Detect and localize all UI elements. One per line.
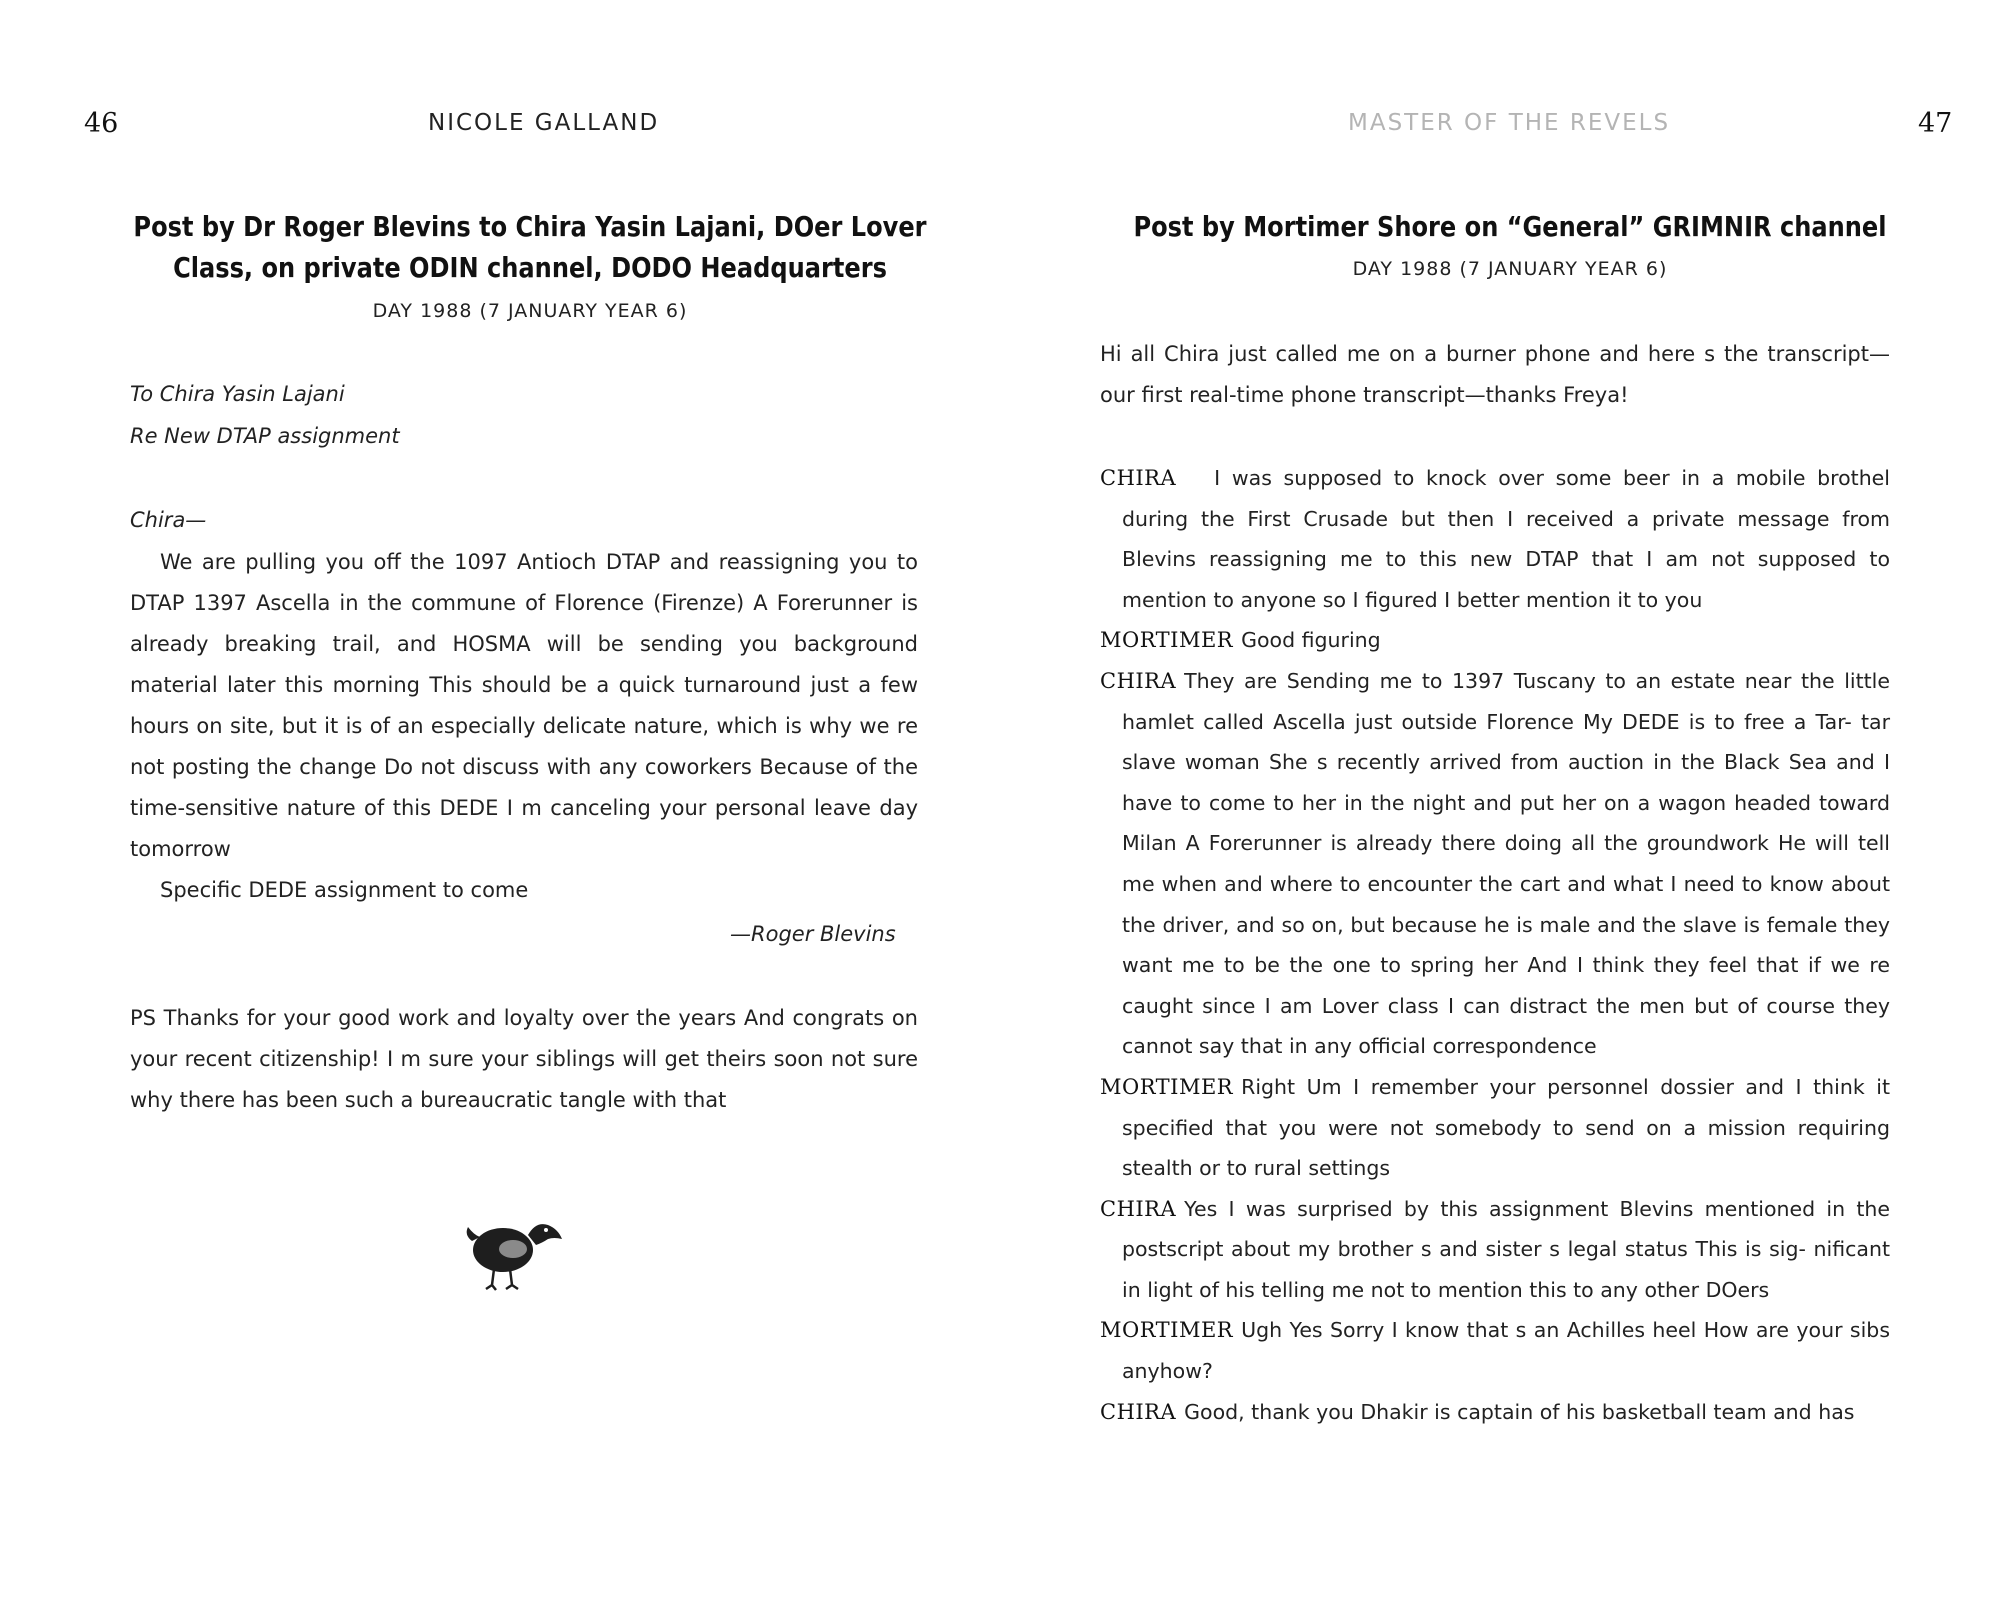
speaker-name: CHIRA [1100, 1399, 1177, 1424]
transcript-turn [1100, 620, 1890, 661]
speaker-name: MORTIMER [1100, 1074, 1234, 1099]
body-paragraph: We are pulling you off the 1097 Antioch DTAP and reassigning you to DTAP 1397 Ascella in the commune of Florence (Firenze) A Forerunner is already breaking trail, and HOSMA will be sending you background material later this morning This should be a quick turnaround just a few hours on site, but it is of an especially delicate nature, which is why we re not posting the change Do not discuss with any coworkers Because of the time-sensitive nature of this DEDE I m canceling your personal leave day tomorrow [130, 550, 918, 861]
dodo-bird-icon [458, 1205, 568, 1295]
post-title-left [126, 206, 934, 288]
turn-text: Right Um I remember your personnel dossier and I think it specified that you were not somebody to send on a mission requiring stealth or to rural settings [1122, 1074, 1890, 1181]
turn-text: Good figuring [1241, 628, 1381, 653]
turn-text: They are Sending me to 1397 Tuscany to an estate near the little hamlet called Ascella just outside Florence My DEDE is to free a Tar- tar slave woman She s recently arrived from auction in the Black Sea and I have to come to her in the night and put her on a wagon headed toward Milan A Forerunner is already there doing all the groundwork He will tell me when and where to encounter the cart and what I need to know about the driver, and so on, but because he is male and the slave is female they want me to be the one to spring her And I think they feel that if we re caught since I am Lover class I can distract the men but of course they cannot say that in any official correspondence [1122, 668, 1890, 1059]
speaker-name: CHIRA [1100, 1196, 1177, 1221]
page-number-right: 47 [1918, 108, 1953, 139]
post-title-right: Post by Mortimer Shore on “General” GRIMNIR channel [1133, 210, 1887, 243]
transcript-turn [1100, 1310, 1890, 1391]
running-head-title: MASTER OF THE REVELS [1348, 110, 1671, 136]
transcript-turn [1100, 1189, 1890, 1311]
transcript-turn [1100, 1392, 1890, 1433]
post-date-right: DAY 1988 (7 JANUARY YEAR 6) [1352, 258, 1668, 280]
post-date-left: DAY 1988 (7 JANUARY YEAR 6) [372, 300, 688, 322]
signature: —Roger Blevins [730, 922, 896, 946]
speaker-name: CHIRA [1100, 668, 1177, 693]
salutation: Chira— [130, 508, 207, 532]
turn-text: Ugh Yes Sorry I know that s an Achilles heel How are your sibs anyhow? [1122, 1318, 1890, 1384]
post-title-line-2: Class, on private ODIN channel, DODO Headquarters [173, 251, 887, 284]
transcript [1100, 458, 1890, 1432]
speaker-name: MORTIMER [1100, 628, 1234, 653]
postscript: PS Thanks for your good work and loyalty over the years And congrats on your recent citizenship! I m sure your siblings will get theirs soon not sure why there has been such a bureaucratic tangle with that [130, 1006, 918, 1112]
turn-text: I was supposed to knock over some beer in a mobile brothel during the First Crusade but then I received a private message from Blevins reassigning me to this new DTAP that I am not supposed to mention to anyone so I figured I better mention it to you [1122, 466, 1890, 612]
turn-text: Good, thank you Dhakir is captain of his basketball team and has [1184, 1399, 1855, 1424]
right-page [1000, 0, 2000, 1622]
specific-line: Specific DEDE assignment to come [160, 878, 529, 902]
to-line: To Chira Yasin Lajani [130, 382, 345, 406]
running-head-author: NICOLE GALLAND [428, 110, 660, 136]
re-line: Re New DTAP assignment [130, 424, 400, 448]
page-number-left: 46 [84, 108, 119, 139]
transcript-turn [1100, 661, 1890, 1067]
speaker-name: MORTIMER [1100, 1318, 1234, 1343]
transcript-turn [1100, 458, 1890, 620]
post-title-line-1: Post by Dr Roger Blevins to Chira Yasin Lajani, DOer Lover [133, 210, 927, 243]
transcript-turn [1100, 1067, 1890, 1189]
intro-paragraph: Hi all Chira just called me on a burner phone and here s the transcript— our first real-time phone transcript—thanks Freya! [1100, 342, 1890, 407]
speaker-name: CHIRA [1100, 466, 1177, 490]
turn-text: Yes I was surprised by this assignment Blevins mentioned in the postscript about my brother s and sister s legal status This is sig- nificant in light of his telling me not to mention this to any other DOers [1122, 1196, 1890, 1302]
